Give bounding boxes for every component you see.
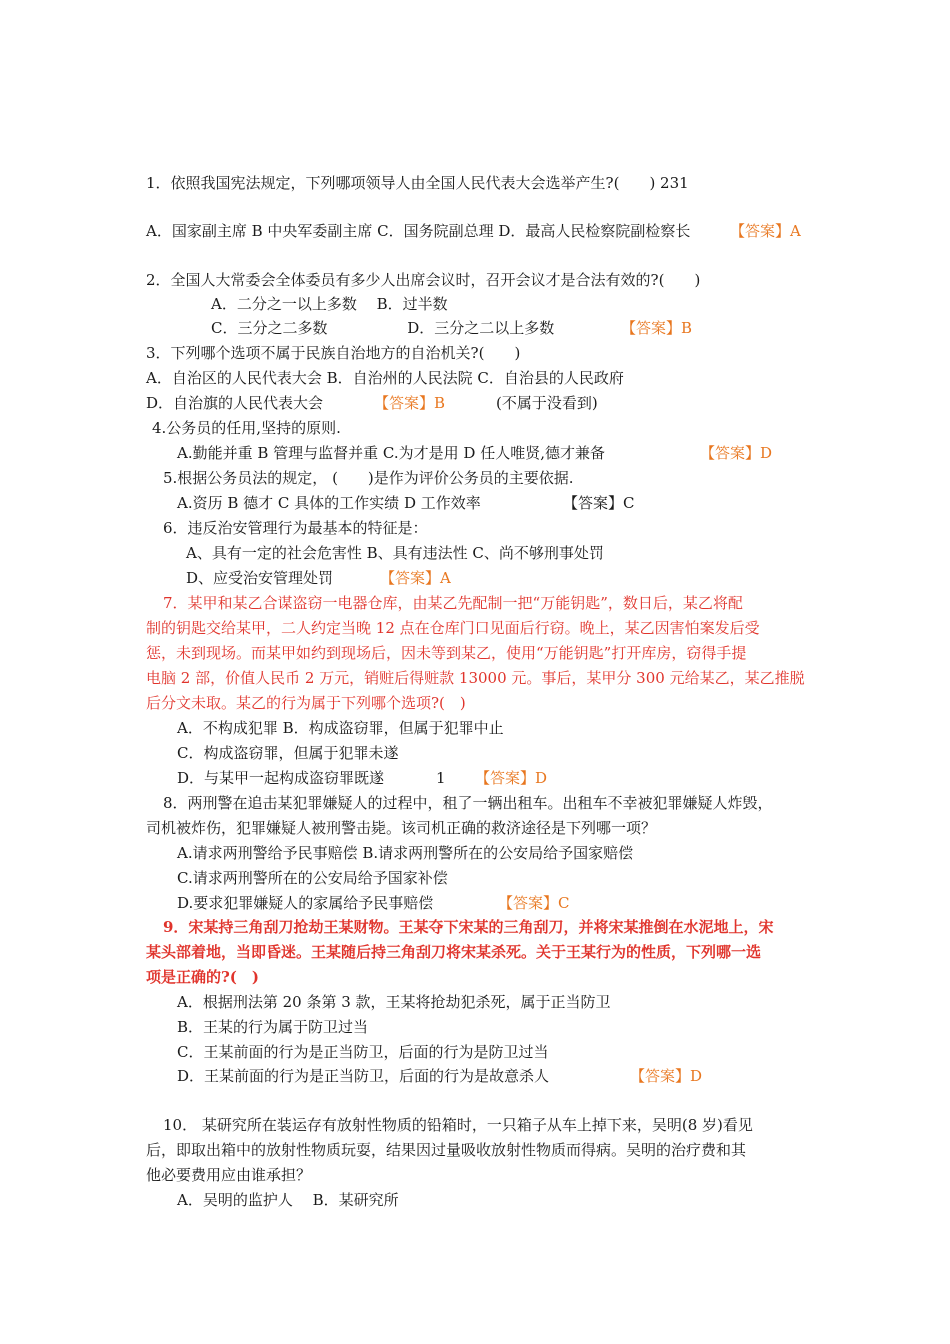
question-8-option-d: D.要求犯罪嫌疑人的家属给予民事赔偿 [177,894,434,912]
question-7-line-1: 7．某甲和某乙合谋盗窃一电器仓库，由某乙先配制一把“万能钥匙”，数日后，某乙将配 [163,594,743,612]
answer-3: 【答案】B [374,394,446,412]
answer-7: 【答案】D [475,769,548,787]
question-7-option-d: D．与某甲一起构成盗窃罪既遂 [177,769,385,787]
question-9-option-b: B．王某的行为属于防卫过当 [177,1018,369,1036]
question-3: 3．下列哪个选项不属于民族自治地方的自治机关?( ) [146,344,521,362]
question-10-line-2: 后，即取出箱中的放射性物质玩耍，结果因过量吸收放射性物质而得病。吴明的治疗费和其 [146,1141,747,1159]
question-4: 4.公务员的任用,坚持的原则. [152,419,341,437]
question-9-line-1: 9．宋某持三角刮刀抢劫王某财物。王某夺下宋某的三角刮刀，并将宋某推倒在水泥地上，宋 [163,918,774,936]
question-9-option-a: A．根据刑法第 20 条第 3 款，王某将抢劫犯杀死，属于正当防卫 [177,993,611,1011]
question-6: 6．违反治安管理行为最基本的特征是： [163,519,428,537]
question-10-line-3: 他必要费用应由谁承担？ [146,1166,312,1184]
answer-6: 【答案】A [380,569,451,587]
question-8-option-c: C.请求两刑警所在的公安局给予国家补偿 [177,869,448,887]
question-2-options-cd: C．三分之二多数 D．三分之二以上多数 [211,319,555,337]
question-7-line-2: 制的钥匙交给某甲，二人约定当晚 12 点在仓库门口见面后行窃。晚上，某乙因害怕案发后受 [146,619,760,637]
question-1: 1．依照我国宪法规定，下列哪项领导人由全国人民代表大会选举产生?( ) 231 [146,174,689,192]
question-7-option-c: C．构成盗窃罪，但属于犯罪未遂 [177,744,399,762]
question-4-options: A.勤能并重 B 管理与监督并重 C.为才是用 D 任人唯贤,德才兼备 [177,444,605,462]
question-7-options-ab: A．不构成犯罪 B．构成盗窃罪，但属于犯罪中止 [177,719,504,737]
answer-9: 【答案】D [630,1067,703,1085]
question-9-line-3: 项是正确的?( ) [146,968,259,986]
question-8-options-ab: A.请求两刑警给予民事赔偿 B.请求两刑警所在的公安局给予国家赔偿 [177,844,634,862]
question-9-line-2: 某头部着地，当即昏迷。王某随后持三角刮刀将宋某杀死。关于王某行为的性质，下列哪一选 [146,943,762,961]
question-2: 2．全国人大常委会全体委员有多少人出席会议时，召开会议才是合法有效的?( ) [146,271,701,289]
answer-8: 【答案】C [498,894,570,912]
answer-2: 【答案】B [621,319,693,337]
answer-1: 【答案】A [730,222,801,240]
answer-4: 【答案】D [700,444,773,462]
question-5: 5.根据公务员法的规定， ( )是作为评价公务员的主要依据. [163,469,574,487]
question-6-option-d: D、应受治安管理处罚 [186,569,334,587]
question-8-line-1: 8．两刑警在追击某犯罪嫌疑人的过程中，租了一辆出租车。出租车不幸被犯罪嫌疑人炸毁， [163,794,773,812]
question-6-options-abc: A、具有一定的社会危害性 B、具有违法性 C、尚不够刑事处罚 [186,544,604,562]
note-7: 1 [436,769,446,787]
question-2-options-ab: A．二分之一以上多数 B．过半数 [211,295,448,313]
question-8-line-2: 司机被炸伤，犯罪嫌疑人被刑警击毙。该司机正确的救济途径是下列哪一项？ [146,819,657,837]
question-10-line-1: 10． 某研究所在装运存有放射性物质的铅箱时，一只箱子从车上掉下来，吴明(8 岁)看见 [163,1116,753,1134]
question-10-options-ab: A．吴明的监护人 B．某研究所 [177,1191,399,1209]
question-1-options: A．国家副主席 B 中央军委副主席 C．国务院副总理 D．最高人民检察院副检察长 [146,222,691,240]
question-9-option-c: C．王某前面的行为是正当防卫，后面的行为是防卫过当 [177,1043,549,1061]
question-3-option-d: D．自治旗的人民代表大会 [146,394,324,412]
question-7-line-3: 惩，未到现场。而某甲如约到现场后，因未等到某乙，使用“万能钥匙”打开库房，窃得手提 [146,644,747,662]
question-7-line-5: 后分文未取。某乙的行为属于下列哪个选项?( ) [146,694,466,712]
note-3: (不属于没看到) [496,394,598,412]
question-5-options: A.资历 B 德才 C 具体的工作实绩 D 工作效率 [177,494,481,512]
answer-5: 【答案】C [563,494,635,512]
question-3-options-abc: A．自治区的人民代表大会 B．自治州的人民法院 C．自治县的人民政府 [146,369,624,387]
question-9-option-d: D．王某前面的行为是正当防卫，后面的行为是故意杀人 [177,1067,550,1085]
question-7-line-4: 电脑 2 部，价值人民币 2 万元，销赃后得赃款 13000 元。事后，某甲分 300 元给某乙，某乙推脱 [146,669,805,687]
